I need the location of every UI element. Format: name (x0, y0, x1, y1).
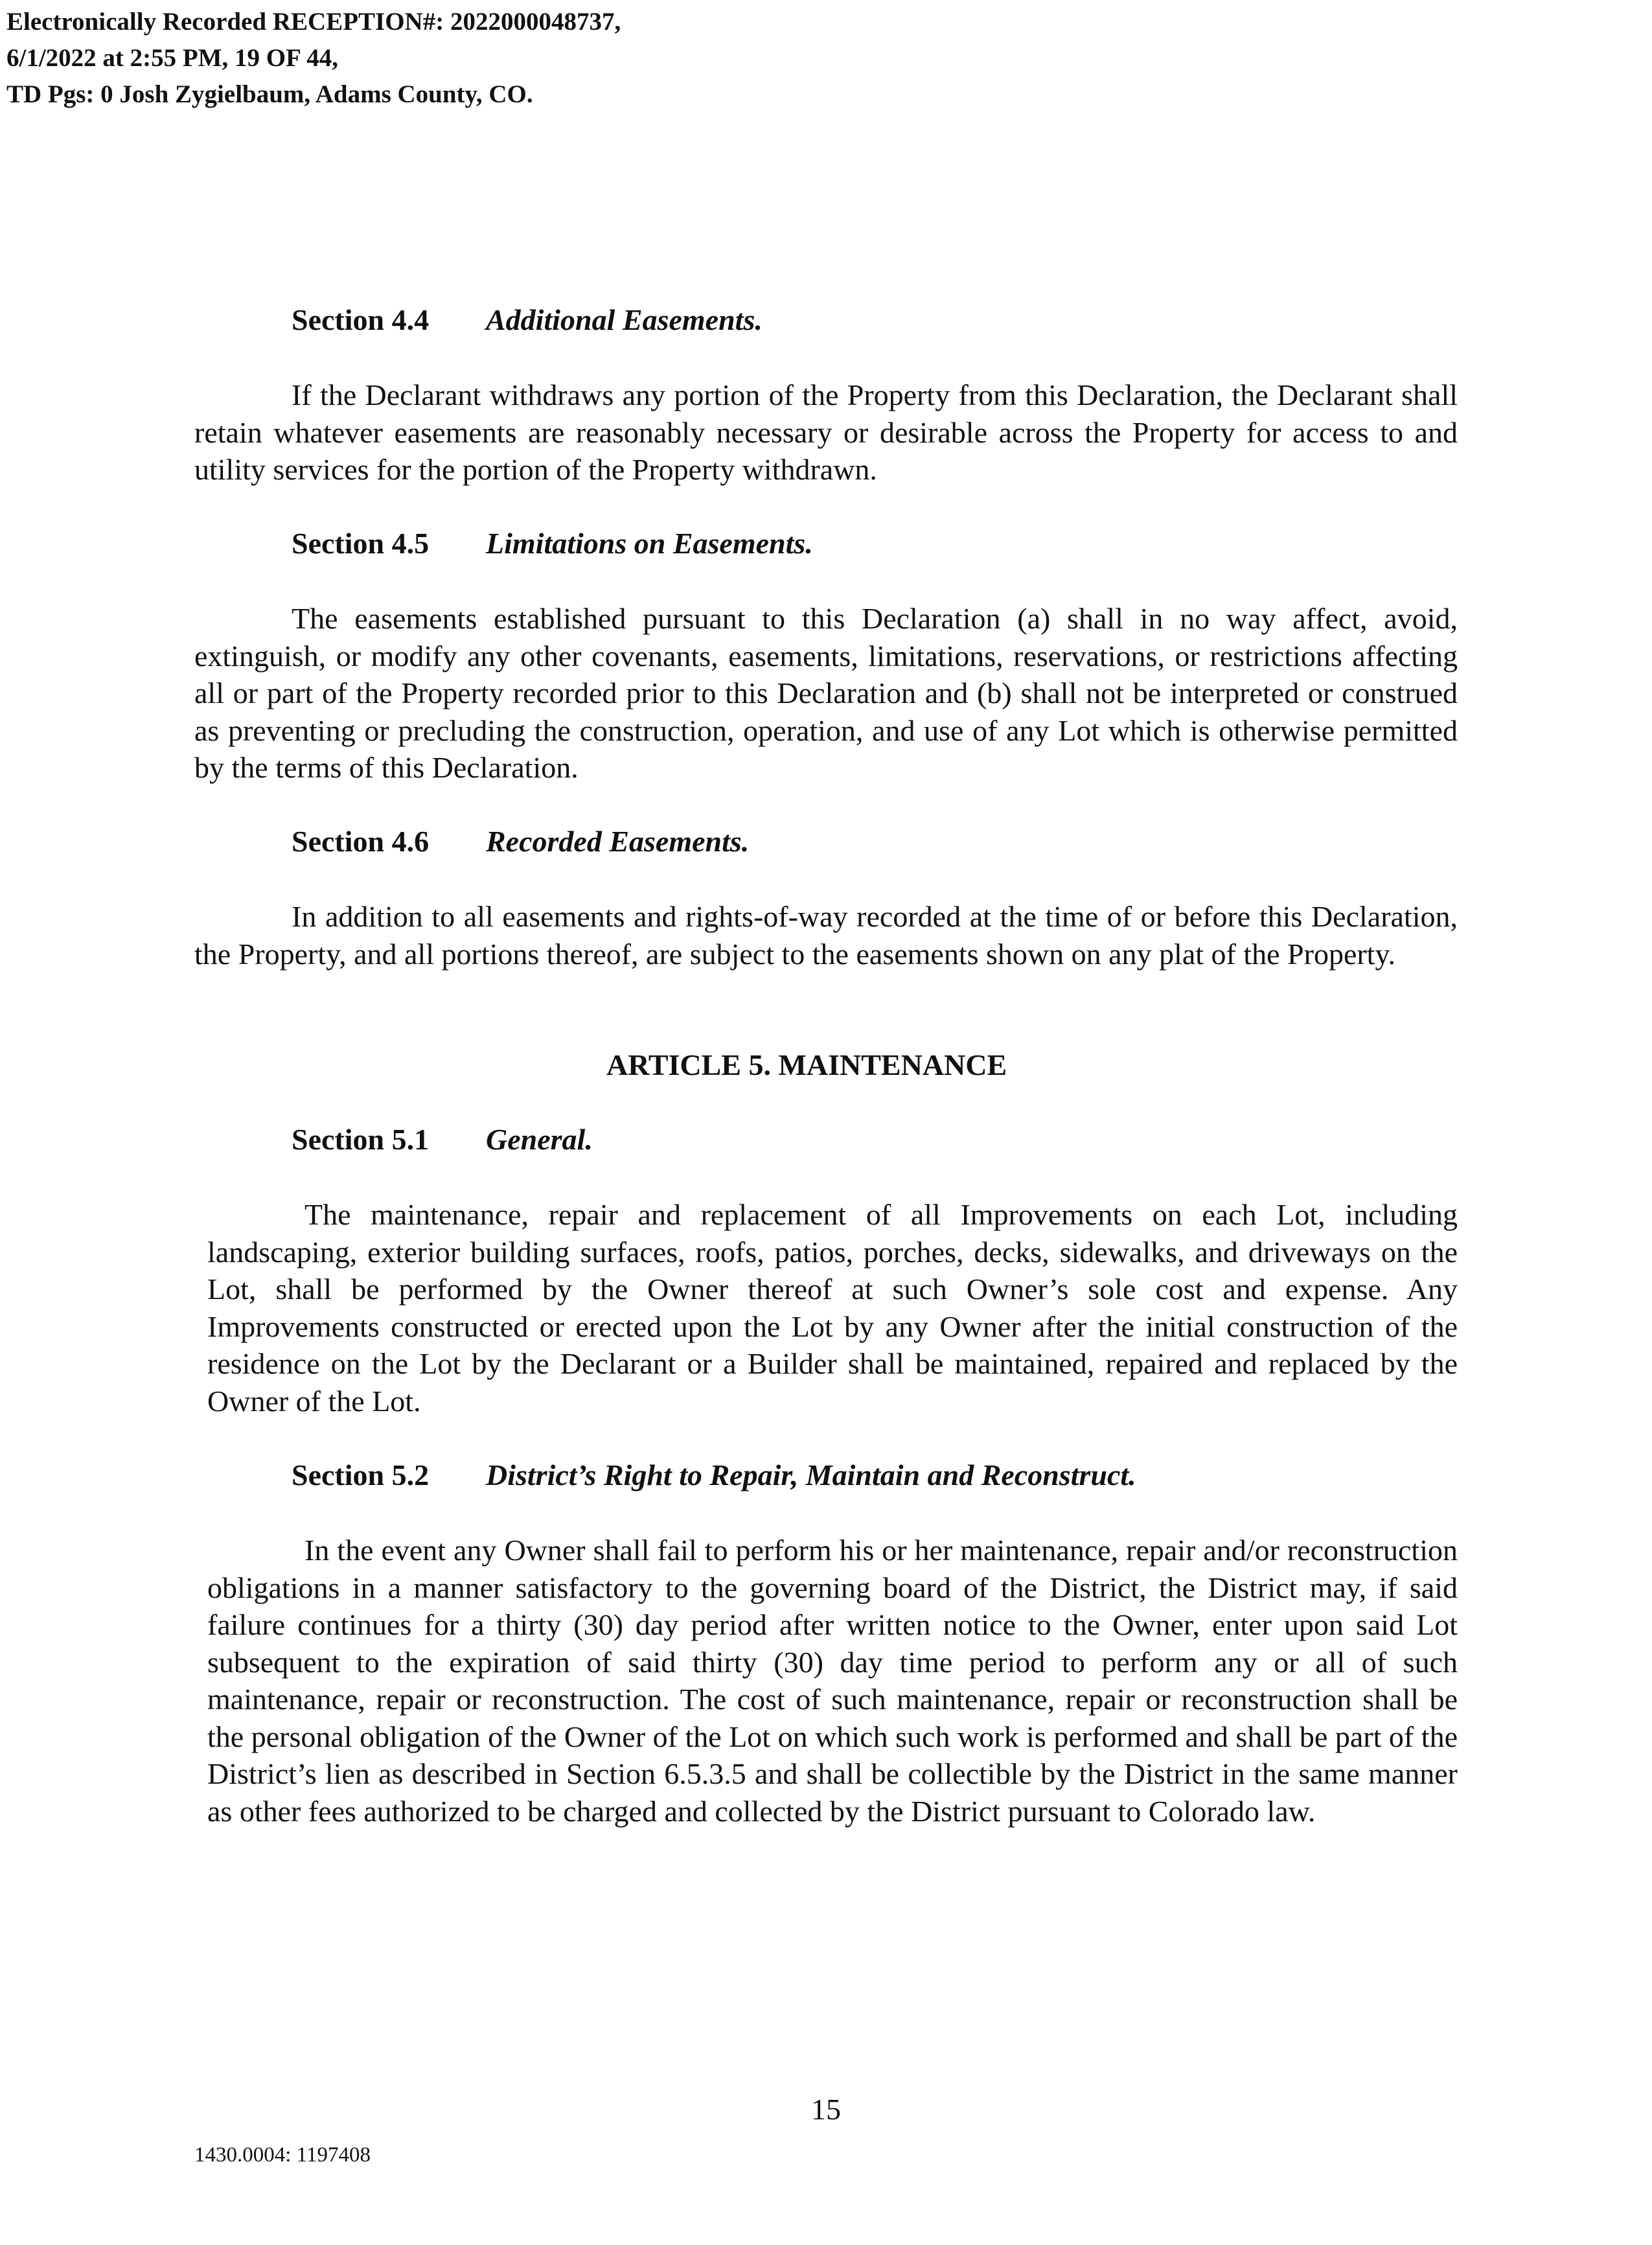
section-5-1-heading (292, 1122, 593, 1158)
section-number: Section 4.5 (292, 527, 430, 560)
section-title: Recorded Easements. (486, 825, 750, 858)
section-number: Section 5.1 (292, 1123, 430, 1156)
section-title: Limitations on Easements. (486, 527, 813, 560)
recording-stamp-line-1: Electronically Recorded RECEPTION#: 2022000048737, (6, 8, 621, 36)
section-5-2-body: In the event any Owner shall fail to perform his or her maintenance, repair and/or reconstruction obligations in a manner satisfactory to the governing board of the District, the District may, if said failure continues for a thirty (30) day period after written notice to the Owner, enter upon said Lot subsequent to the expiration of said thirty (30) day time period to perform any or all of such maintenance, repair or reconstruction. The cost of such maintenance, repair or reconstruction shall be the personal obligation of the Owner of the Lot on which such work is performed and shall be part of the District’s lien as described in Section 6.5.3.5 and shall be collectible by the District in the same manner as other fees authorized to be charged and collected by the District pursuant to Colorado law. (207, 1534, 1458, 1828)
section-4-6-heading (292, 823, 749, 860)
article-5-heading: ARTICLE 5. MAINTENANCE (606, 1048, 1007, 1081)
recording-stamp-line-3: TD Pgs: 0 Josh Zygielbaum, Adams County, CO. (6, 80, 533, 108)
recording-stamp-line-2: 6/1/2022 at 2:55 PM, 19 OF 44, (6, 44, 338, 72)
section-number: Section 5.2 (292, 1458, 430, 1491)
section-5-2-heading (292, 1457, 1136, 1493)
section-number: Section 4.6 (292, 825, 430, 858)
page-number: 15 (811, 2093, 841, 2126)
section-title: General. (486, 1123, 593, 1156)
section-number: Section 4.4 (292, 303, 430, 336)
section-title: District’s Right to Repair, Maintain and Reconstruct. (486, 1458, 1136, 1491)
section-4-4-heading (292, 302, 763, 338)
section-4-4-body: If the Declarant withdraws any portion of the Property from this Declaration, the Declarant shall retain whatever easements are reasonably necessary or desirable across the Property for access to and utility services for the portion of the Property withdrawn. (194, 378, 1458, 486)
section-4-5-heading (292, 525, 813, 562)
section-4-5-body: The easements established pursuant to this Declaration (a) shall in no way affect, avoid, extinguish, or modify any other covenants, easements, limitations, reservations, or restrictions affecting all or part of the Property recorded prior to this Declaration and (b) shall not be interpreted or construed as preventing or precluding the construction, operation, and use of any Lot which is otherwise permitted by the terms of this Declaration. (194, 602, 1458, 784)
section-5-1-body: The maintenance, repair and replacement of all Improvements on each Lot, including landscaping, exterior building surfaces, roofs, patios, porches, decks, sidewalks, and driveways on the Lot, shall be performed by the Owner thereof at such Owner’s sole cost and expense. Any Improvements constructed or erected upon the Lot by any Owner after the initial construction of the residence on the Lot by the Declarant or a Builder shall be maintained, repaired and replaced by the Owner of the Lot. (207, 1198, 1458, 1418)
section-4-6-body: In addition to all easements and rights-of-way recorded at the time of or before this Declaration, the Property, and all portions thereof, are subject to the easements shown on any plat of the Property. (194, 900, 1458, 971)
document-id: 1430.0004: 1197408 (194, 2143, 371, 2167)
section-title: Additional Easements. (486, 303, 763, 336)
recording-stamp (6, 4, 621, 113)
